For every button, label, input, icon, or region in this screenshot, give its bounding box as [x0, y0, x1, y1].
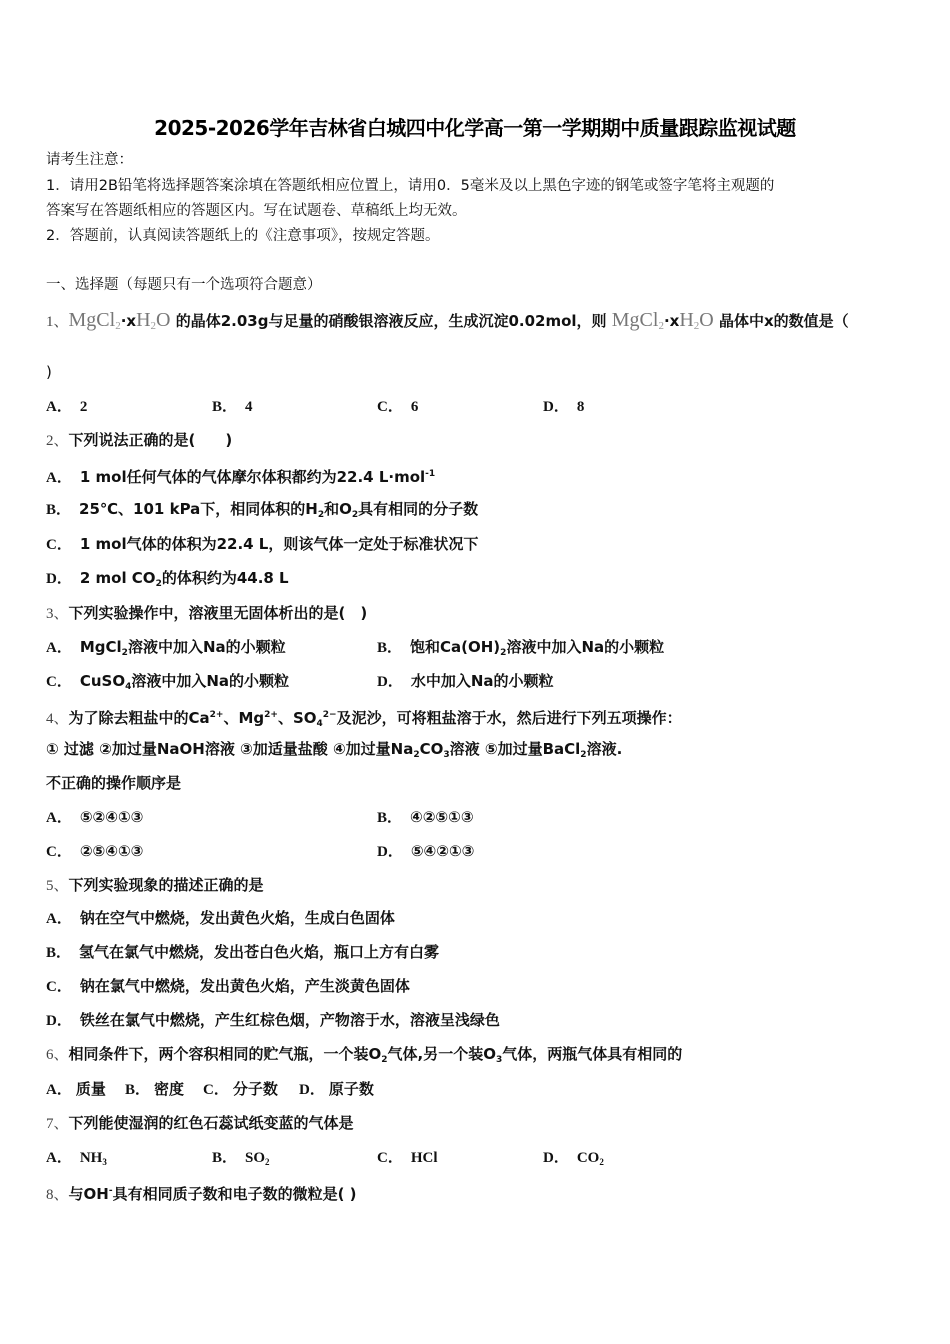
question-stem: 为了除去粗盐中的$Ca^{2+}$、$Mg^{2+}$、$SO_4^{2-}$及泥沙，可将粗盐溶于水，然后进行下列五项操作： — [68, 709, 682, 729]
exam-title: 2025-2026学年吉林省白城四中化学高一第一学期期中质量跟踪监视试题 — [154, 116, 796, 140]
option-c[interactable]: C． 钠在氯气中燃烧，发出黄色火焰，产生淡黄色固体 — [46, 977, 410, 995]
option-b[interactable]: B． 4 — [212, 399, 253, 415]
option-d[interactable]: D． 铁丝在氯气中燃烧，产生红棕色烟，产物溶于水，溶液呈浅绿色 — [46, 1011, 500, 1029]
question-6 — [46, 1044, 682, 1070]
option-a[interactable]: A． 1 mol任何气体的气体摩尔体积都约为22.4 L·mol$^{-1}$ — [46, 468, 436, 486]
question-stem-continued: ) — [46, 363, 52, 381]
option-c[interactable]: C． 分子数 — [203, 1080, 278, 1098]
option-c[interactable]: C． CuSO$_4$溶液中加入Na的小颗粒 — [46, 672, 290, 692]
question-stem: 与OH-具有相同质子数和电子数的微粒是( ) — [68, 1185, 357, 1203]
question-steps: ① 过滤 ②加过量NaOH溶液 ③加适量盐酸 ④加过量$Na_2CO_3$溶液 ⑤加过量BaCl$_2$溶液. — [46, 740, 623, 760]
question-number: 5、 — [46, 878, 69, 894]
option-d[interactable]: D． $CO_2$ — [543, 1150, 604, 1167]
option-b[interactable]: B． 饱和$Ca(OH)_2$溶液中加入Na的小颗粒 — [377, 638, 665, 658]
question-7 — [46, 1113, 354, 1134]
question-8 — [46, 1181, 357, 1205]
option-d[interactable]: D． 8 — [543, 399, 585, 415]
question-2 — [46, 430, 232, 451]
question-stem: 相同条件下，两个容积相同的贮气瓶，一个装$O_2$气体,另一个装$O_3$气体，两瓶气体具有相同的 — [68, 1045, 683, 1065]
option-b[interactable]: B． 氢气在氯气中燃烧，发出苍白色火焰，瓶口上方有白雾 — [46, 943, 440, 961]
option-c[interactable]: C． ②⑤④①③ — [46, 842, 144, 860]
notice-item: 2．答题前，认真阅读答题纸上的《注意事项》，按规定答题。 — [46, 228, 440, 244]
question-number: 7、 — [46, 1116, 69, 1132]
option-a[interactable]: A． MgCl$_2$溶液中加入Na的小颗粒 — [46, 638, 286, 658]
question-number: 3、 — [46, 606, 69, 622]
option-b[interactable]: B． $SO_2$ — [212, 1150, 270, 1167]
option-b[interactable]: B． 25℃、101 kPa下，相同体积的$H_2$和$O_2$具有相同的分子数 — [46, 500, 479, 520]
question-number: 1、 — [46, 314, 69, 330]
section-heading: 一、选择题（每题只有一个选项符合题意） — [46, 277, 322, 293]
option-a[interactable]: A． 钠在空气中燃烧，发出黄色火焰，生成白色固体 — [46, 909, 395, 927]
question-number: 2、 — [46, 433, 69, 449]
question-3 — [46, 603, 367, 624]
question-stem: 下列实验操作中，溶液里无固体析出的是( ) — [68, 604, 368, 622]
question-5 — [46, 875, 264, 896]
option-d[interactable]: D． ⑤④②①③ — [377, 842, 475, 860]
notice-heading: 请考生注意： — [46, 152, 133, 168]
option-d[interactable]: D． 原子数 — [299, 1080, 374, 1098]
question-number: 8、 — [46, 1187, 69, 1203]
option-c[interactable]: C． 1 mol气体的体积为22.4 L，则该气体一定处于标准状况下 — [46, 535, 479, 553]
question-stem: 下列实验现象的描述正确的是 — [68, 876, 264, 894]
question-prompt: 不正确的操作顺序是 — [46, 774, 182, 792]
question-stem: 下列能使湿润的红色石蕊试纸变蓝的气体是 — [68, 1114, 354, 1132]
question-number: 4、 — [46, 711, 69, 727]
option-a[interactable]: A． 质量 — [46, 1080, 106, 1098]
option-c[interactable]: C． HCl — [377, 1150, 438, 1166]
option-a[interactable]: A． 2 — [46, 399, 88, 415]
question-4 — [46, 705, 682, 734]
option-d[interactable]: D． 2 mol $CO_2$的体积约为44.8 L — [46, 569, 289, 589]
option-a[interactable]: A． ⑤②④①③ — [46, 808, 144, 826]
option-b[interactable]: B． 密度 — [125, 1080, 185, 1098]
question-1 — [46, 310, 849, 336]
question-stem: 下列说法正确的是( ) — [68, 431, 233, 449]
option-d[interactable]: D． 水中加入Na的小颗粒 — [377, 672, 554, 690]
notice-item: 答案写在答题纸相应的答题区内。写在试题卷、草稿纸上均无效。 — [46, 203, 467, 219]
option-a[interactable]: A． $NH_3$ — [46, 1150, 107, 1167]
question-number: 6、 — [46, 1047, 69, 1063]
option-c[interactable]: C． 6 — [377, 399, 419, 415]
question-stem: $MgCl_2\cdot xH_2O$ 的晶体2.03g与足量的硝酸银溶液反应，生成沉淀0.02mol，则 $MgCl_2\cdot xH_2O$ 晶体中x的数值是（ — [68, 309, 849, 332]
option-b[interactable]: B． ④②⑤①③ — [377, 808, 474, 826]
notice-item: 1．请用2B铅笔将选择题答案涂填在答题纸相应位置上，请用0．5毫米及以上黑色字迹的钢笔或签字笔将主观题的 — [46, 178, 775, 194]
